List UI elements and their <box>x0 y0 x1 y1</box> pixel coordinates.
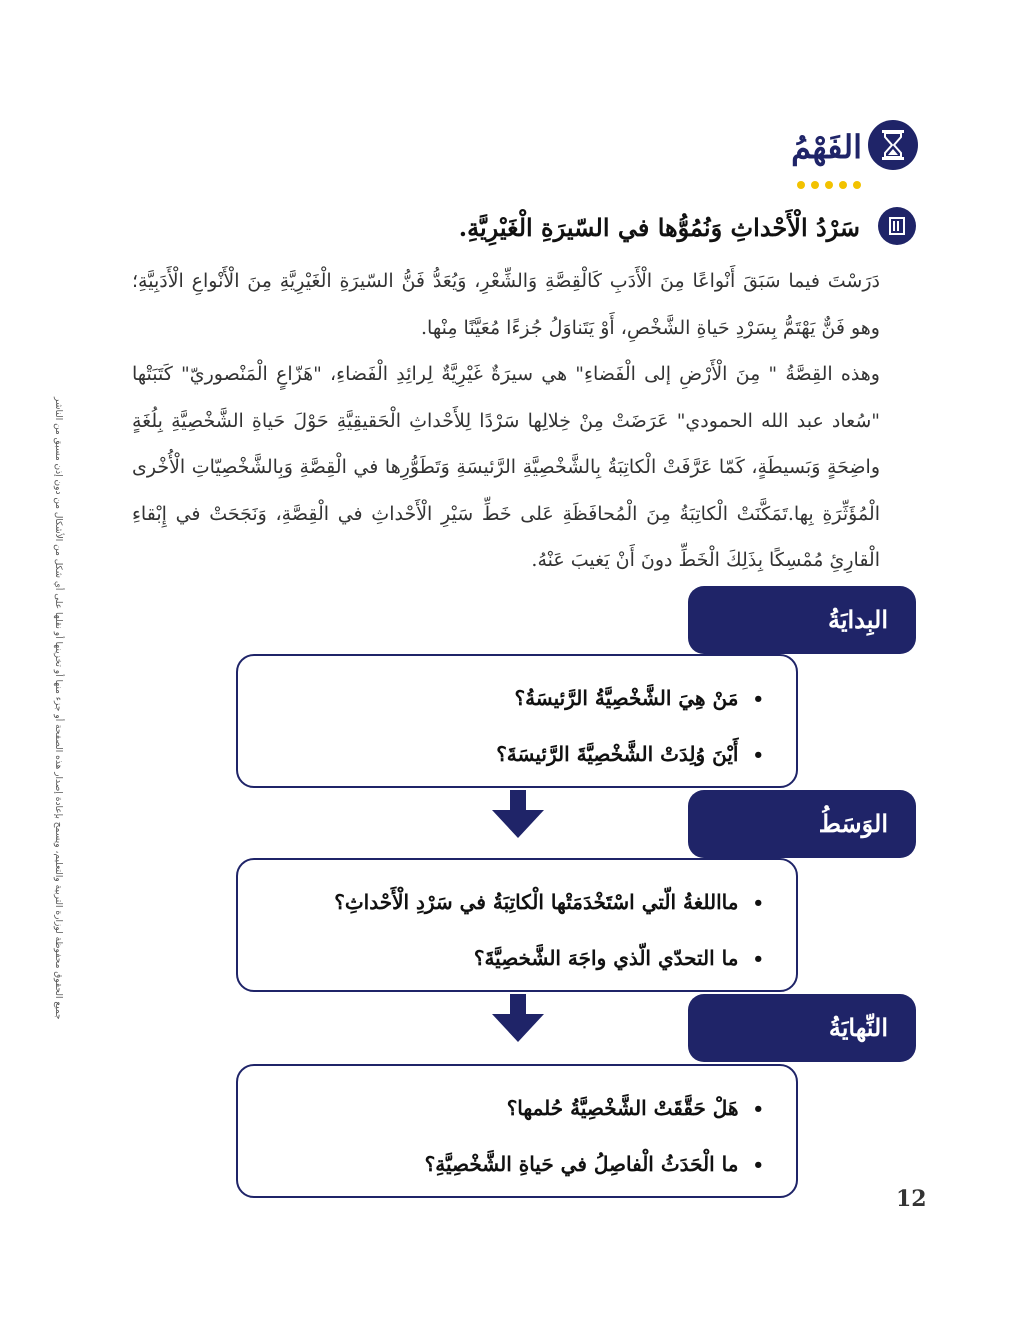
book-icon <box>878 207 916 245</box>
question-text: مَنْ هِيَ الشَّخْصِيَّةُ الرَّئيسَةُ؟ <box>514 686 739 710</box>
down-arrow-icon <box>490 790 546 840</box>
paragraph-line-1: دَرَسْتَ فيما سَبَقَ أَنْواعًا مِنَ الْأَدَبِ كَالْقِصَّةِ وَالشِّعْرِ، وَيُعَدُّ فَنُّ السّيرَةِ الْغَيْرِيَّةِ مِنَ الْأَنْواعِ الْأَدَبِيَّةِ؛ وهو فَنٌّ يَهْتَمُّ بِسَرْدِ حَياةِ الشَّخْصِ، أَوْ يَتَناوَلُ جُزءًا مُعَيَّنًا مِنْها. <box>132 270 880 339</box>
question-item <box>507 1096 764 1120</box>
hourglass-icon <box>868 120 918 170</box>
question-item <box>496 742 764 766</box>
question-box-beginning <box>236 654 798 788</box>
question-text: ما التحدّي الّذي واجَهَ الشَّخصِيَّةَ؟ <box>473 946 739 970</box>
paragraph-line-2: وهذه القِصَّةُ " مِنَ الْأَرْضِ إلى الْفَضاءِ" هي سيرَةٌ غَيْرِيَّةٌ لِرائِدِ الْفَضاءِ، "هَزّاعٍ الْمَنْصوريّ" كَتَبَتْها "سُعاد عبد الله الحمودي" عَرَضَتْ مِنْ خِلالِها سَرْدًا لِلأَحْداثِ الْحَقيقِيَّةِ حَوْلَ حَياةِ الشَّخْصِيَّةِ بِلُغَةٍ واضِحَةٍ وَبَسيطَةٍ، كَمّا عَرَّفَتْ الْكاتِبَةُ بِالشَّخْصِيَّةِ الرَّئيسَةِ وَتَطَوُّرِها في الْقِصَّةِ وَبِالشَّخْصِيّاتِ الْأُخْرى الْمُؤَثِّرَةِ بِها.تَمَكَّنَتْ الْكاتِبَةُ مِنَ الْمُحافَظَةِ عَلى خَطِّ سَيْرِ الْأَحْداثِ في الْقِصَّةِ، وَنَجَحَتْ في إِبْقاءِ الْقارِئِ مُمْسِكًا بِذَلِكَ الْخَطِّ دونَ أَنْ يَغيبَ عَنْهُ. <box>132 363 880 571</box>
section-title: الفَهْمُ <box>791 128 862 166</box>
down-arrow-icon <box>490 994 546 1044</box>
bullet-icon: • <box>752 1099 764 1120</box>
question-item <box>514 686 764 710</box>
question-item <box>425 1152 764 1176</box>
bullet-icon: • <box>752 949 764 970</box>
bullet-icon: • <box>752 1155 764 1176</box>
question-box-middle <box>236 858 798 992</box>
question-box-end <box>236 1064 798 1198</box>
page-number: 12 <box>896 1186 927 1212</box>
bullet-icon: • <box>752 689 764 710</box>
stage-tab-middle: الوَسَطُ <box>688 790 916 858</box>
subsection-title: سَرْدُ الْأَحْداثِ وَنُمُوُّها في السّيرَةِ الْغَيْرِيَّةِ. <box>458 213 860 242</box>
copyright-side-note: جميع الحقوق محفوظة لوزارة التربية والتعليم، ويسمح بإعادة إصدار هذه الصفحة أو جزء منها أو تخزينها أو نقلها على أي شكل من الأشكال من دون إذن مسبق من الناشر <box>53 397 63 1020</box>
stage-tab-end: النِّهايَةُ <box>688 994 916 1062</box>
question-text: مااللغةُ الّتي اسْتَخْدَمَتْها الْكاتِبَةُ في سَرْدِ الْأَحْداثِ؟ <box>334 890 739 914</box>
question-item <box>474 946 764 970</box>
question-text: أَيْنَ وُلِدَتْ الشَّخْصِيَّةَ الرَّئيسَةَ؟ <box>496 742 739 766</box>
decorative-dots <box>797 181 861 189</box>
stage-tab-beginning: البِدايَةُ <box>688 586 916 654</box>
bullet-icon: • <box>752 893 764 914</box>
question-item <box>334 890 764 914</box>
intro-paragraph <box>132 258 880 584</box>
question-text: ما الْحَدَثُ الْفاصِلُ في حَياةِ الشَّخْصِيَّةِ؟ <box>424 1152 739 1176</box>
question-text: هَلْ حَقَّقَتْ الشَّخْصِيَّةُ حُلمها؟ <box>506 1096 739 1120</box>
bullet-icon: • <box>752 745 764 766</box>
